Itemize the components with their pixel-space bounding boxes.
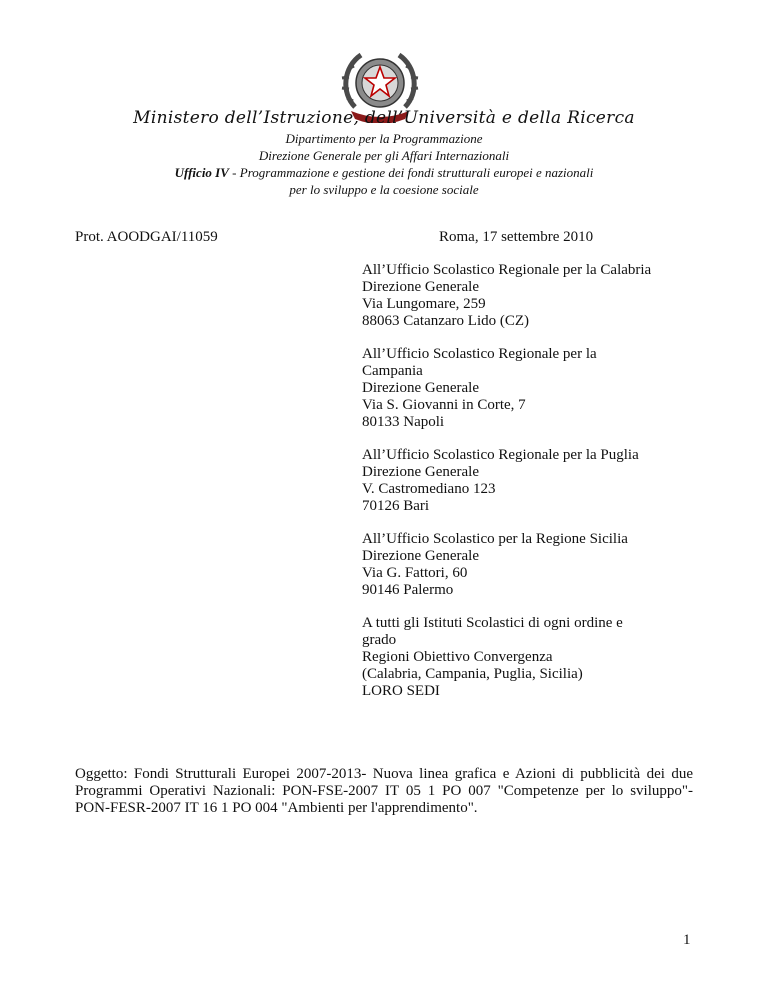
- recipient-line: LORO SEDI: [362, 683, 440, 699]
- recipient-line: Via Lungomare, 259: [362, 296, 486, 312]
- recipient-line: Regioni Obiettivo Convergenza: [362, 649, 553, 665]
- page-number: 1: [683, 932, 691, 948]
- recipient-block: [362, 346, 692, 431]
- recipient-line: (Calabria, Campania, Puglia, Sicilia): [362, 666, 583, 682]
- recipient-line: Direzione Generale: [362, 380, 480, 396]
- recipient-line: 88063 Catanzaro Lido (CZ): [362, 313, 530, 329]
- recipient-line: All’Ufficio Scolastico Regionale per la Calabria: [362, 262, 652, 278]
- office-label: Ufficio IV: [174, 165, 229, 180]
- recipient-line: All’Ufficio Scolastico per la Regione Sicilia: [362, 531, 628, 547]
- recipient-line: 90146 Palermo: [362, 582, 454, 598]
- recipient-line: Direzione Generale: [362, 279, 480, 295]
- recipients-list: [362, 262, 692, 716]
- recipient-block: [362, 262, 692, 330]
- recipient-line: Direzione Generale: [362, 464, 480, 480]
- recipient-line: A tutti gli Istituti Scolastici di ogni ordine e: [362, 615, 623, 631]
- recipient-block: [362, 447, 692, 515]
- recipient-line: Campania: [362, 363, 423, 379]
- protocol-number: Prot. AOODGAI/11059: [75, 229, 218, 245]
- recipient-line: All’Ufficio Scolastico Regionale per la Puglia: [362, 447, 639, 463]
- recipient-line: 80133 Napoli: [362, 414, 445, 430]
- recipient-line: Direzione Generale: [362, 548, 480, 564]
- recipient-line: Via S. Giovanni in Corte, 7: [362, 397, 526, 413]
- letter-date: Roma, 17 settembre 2010: [439, 229, 594, 245]
- recipient-line: Via G. Fattori, 60: [362, 565, 468, 581]
- recipient-line: All’Ufficio Scolastico Regionale per la: [362, 346, 597, 362]
- recipient-block: [362, 531, 692, 599]
- recipient-line: V. Castromediano 123: [362, 481, 496, 497]
- directorate-line: Direzione Generale per gli Affari Internazionali: [258, 148, 510, 163]
- recipient-line: 70126 Bari: [362, 498, 430, 514]
- office-description: - Programmazione e gestione dei fondi strutturali europei e nazionali: [228, 165, 594, 180]
- department-line: Dipartimento per la Programmazione: [285, 131, 483, 146]
- office-line: [0, 165, 768, 181]
- subject-paragraph: Oggetto: Fondi Strutturali Europei 2007-2013- Nuova linea grafica e Azioni di pubblicità dei due Programmi Operativi Nazionali: PON-FSE-2007 IT 05 1 PO 007 "Competenze per lo sviluppo"- PON-FESR-2007 IT 16 1 PO 004 "Ambienti per l'apprendimento".: [75, 766, 693, 816]
- recipient-block: [362, 615, 692, 700]
- recipient-line: grado: [362, 632, 397, 648]
- ministry-name: Ministero dell’Istruzione, dell’Università e della Ricerca: [133, 108, 635, 128]
- office-line-2: per lo sviluppo e la coesione sociale: [289, 182, 479, 197]
